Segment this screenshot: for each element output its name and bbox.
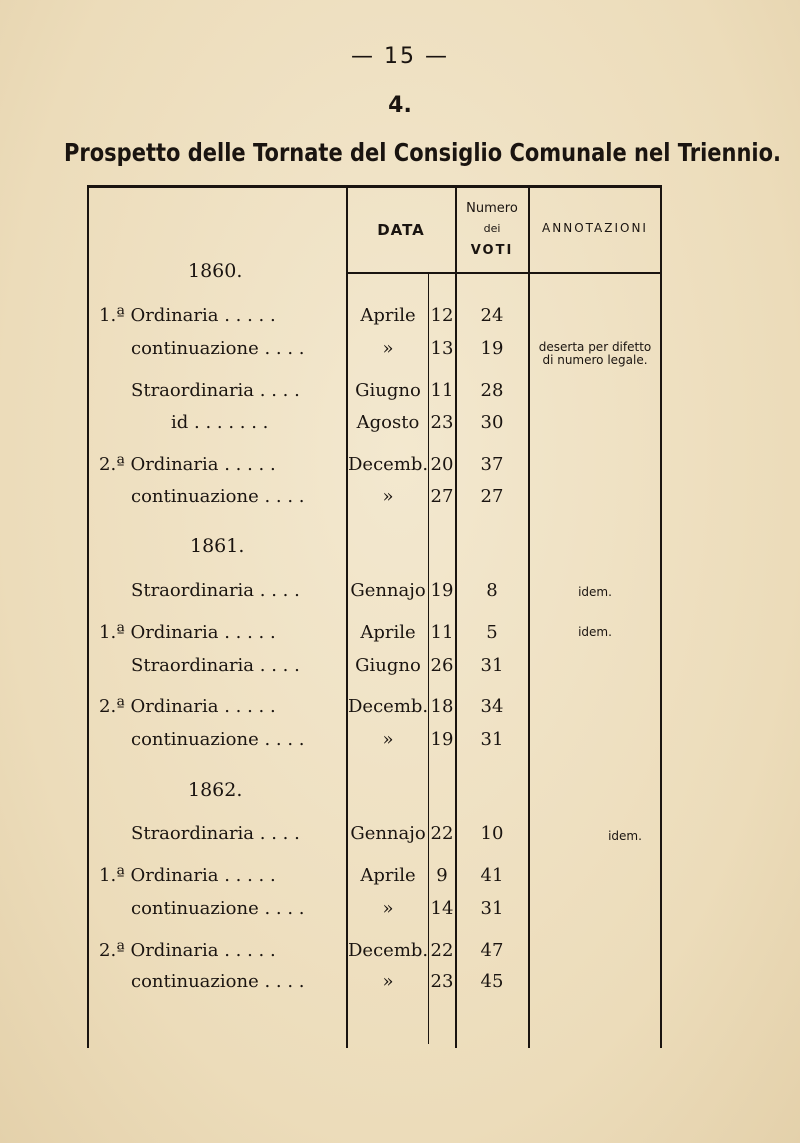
row-month: Decemb. — [348, 696, 429, 717]
row-day: 23 — [430, 971, 454, 992]
row-votes: 41 — [480, 865, 504, 886]
row-month: » — [382, 486, 394, 507]
year-1861: 1861. — [190, 535, 245, 557]
row-month: Gennajo — [350, 580, 426, 601]
row-day: 27 — [430, 486, 454, 507]
row-votes: 31 — [480, 898, 504, 919]
table-right-rule — [660, 186, 662, 1048]
row-month: Agosto — [356, 412, 420, 433]
row-desc: 1.ª Ordinaria . . . . . — [99, 305, 276, 326]
row-note: idem. — [578, 625, 612, 639]
row-desc: continuazione . . . . — [131, 898, 305, 919]
table-top-rule — [87, 185, 662, 188]
row-note: idem. — [578, 585, 612, 599]
row-votes: 28 — [480, 380, 504, 401]
row-month: Aprile — [360, 622, 416, 643]
row-desc: 1.ª Ordinaria . . . . . — [99, 865, 276, 886]
header-annotazioni: ANNOTAZIONI — [542, 221, 648, 235]
row-month: » — [382, 898, 394, 919]
col-rule-notes — [528, 186, 530, 1048]
row-votes: 34 — [480, 696, 504, 717]
row-day: 18 — [430, 696, 454, 717]
row-desc: continuazione . . . . — [131, 338, 305, 359]
row-desc: 2.ª Ordinaria . . . . . — [99, 940, 276, 961]
row-desc: 1.ª Ordinaria . . . . . — [99, 622, 276, 643]
row-votes: 31 — [480, 655, 504, 676]
row-votes: 30 — [480, 412, 504, 433]
row-desc: 2.ª Ordinaria . . . . . — [99, 454, 276, 475]
row-note: deserta per difetto di numero legale. — [538, 340, 652, 367]
header-voti: VOTI — [470, 243, 514, 258]
row-votes: 5 — [486, 622, 498, 643]
row-month: Decemb. — [348, 940, 429, 961]
row-votes: 31 — [480, 729, 504, 750]
row-votes: 24 — [480, 305, 504, 326]
header-dei: dei — [483, 222, 501, 235]
row-day: 26 — [430, 655, 454, 676]
row-day: 23 — [430, 412, 454, 433]
page-number: — 15 — — [351, 44, 449, 69]
section-number: 4. — [388, 93, 412, 118]
row-votes: 37 — [480, 454, 504, 475]
row-votes: 10 — [480, 823, 504, 844]
row-desc: Straordinaria . . . . — [131, 655, 300, 676]
row-day: 20 — [430, 454, 454, 475]
row-month: » — [382, 971, 394, 992]
row-votes: 47 — [480, 940, 504, 961]
row-votes: 45 — [480, 971, 504, 992]
row-desc: continuazione . . . . — [131, 729, 305, 750]
row-desc: continuazione . . . . — [131, 486, 305, 507]
row-note: idem. — [608, 829, 642, 843]
row-day: 19 — [430, 729, 454, 750]
row-day: 12 — [430, 305, 454, 326]
row-day: 11 — [430, 380, 454, 401]
row-day: 14 — [430, 898, 454, 919]
year-1860: 1860. — [188, 260, 243, 282]
row-day: 19 — [430, 580, 454, 601]
row-month: Decemb. — [348, 454, 429, 475]
row-day: 13 — [430, 338, 454, 359]
row-desc: id . . . . . . . — [171, 412, 269, 433]
row-month: Giugno — [355, 655, 421, 676]
row-day: 22 — [430, 823, 454, 844]
year-1862: 1862. — [188, 779, 243, 801]
page-title: Prospetto delle Tornate del Consiglio Comunale nel Triennio. — [64, 138, 782, 167]
row-month: Aprile — [360, 305, 416, 326]
row-votes: 27 — [480, 486, 504, 507]
row-month: » — [382, 338, 394, 359]
row-day: 22 — [430, 940, 454, 961]
row-month: Gennajo — [350, 823, 426, 844]
row-month: » — [382, 729, 394, 750]
header-data: DATA — [377, 221, 425, 239]
row-month: Aprile — [360, 865, 416, 886]
row-day: 9 — [436, 865, 448, 886]
row-desc: continuazione . . . . — [131, 971, 305, 992]
row-votes: 8 — [486, 580, 498, 601]
row-desc: 2.ª Ordinaria . . . . . — [99, 696, 276, 717]
row-month: Giugno — [355, 380, 421, 401]
header-bottom-rule — [346, 272, 662, 274]
row-desc: Straordinaria . . . . — [131, 380, 300, 401]
row-desc: Straordinaria . . . . — [131, 823, 300, 844]
table-left-rule — [87, 186, 89, 1048]
row-day: 11 — [430, 622, 454, 643]
row-desc: Straordinaria . . . . — [131, 580, 300, 601]
row-votes: 19 — [480, 338, 504, 359]
header-numero: Numero — [466, 201, 518, 216]
